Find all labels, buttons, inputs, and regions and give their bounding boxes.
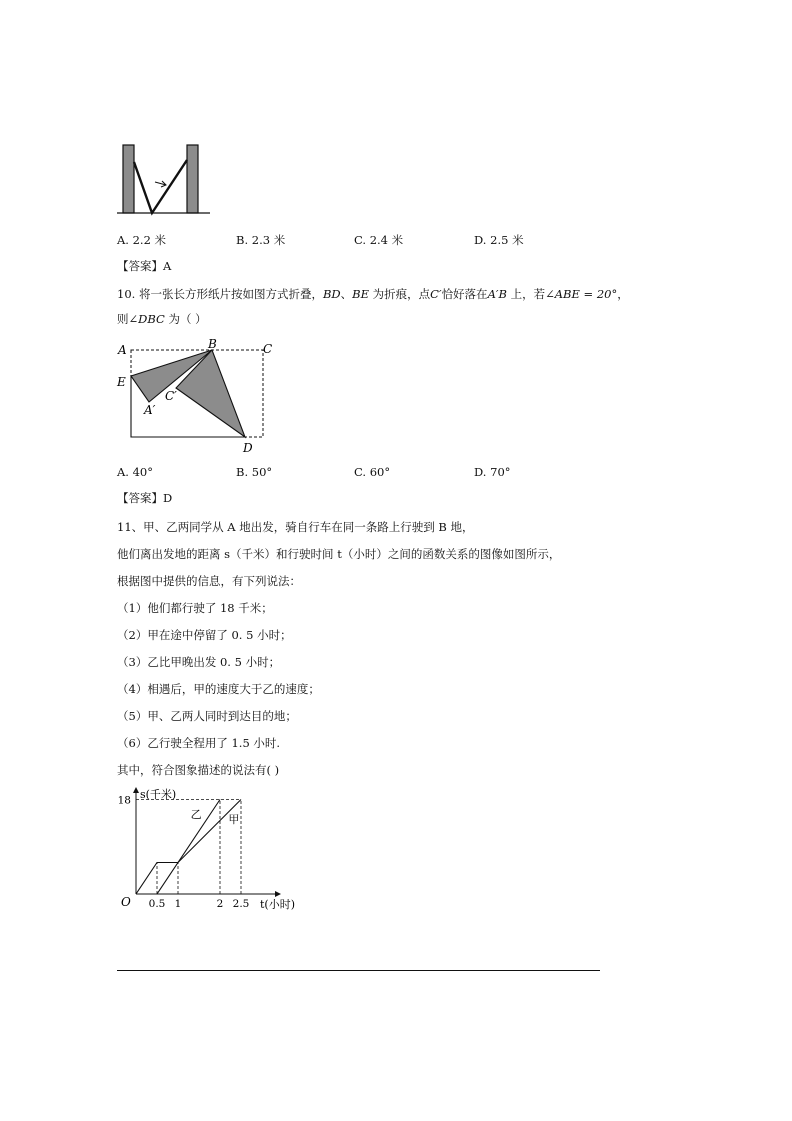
distance-time-chart <box>110 782 320 917</box>
q10-stem-line1 <box>117 287 629 301</box>
right-wall <box>187 145 198 213</box>
left-wall <box>123 145 134 213</box>
q10-option-c: C. 60° <box>354 465 391 479</box>
q10-angle: ∠ABE = 20° <box>545 287 618 301</box>
q11-statement-4: （4）相遇后，甲的速度大于乙的速度； <box>117 682 320 696</box>
x-tick-label: 0.5 <box>148 898 166 910</box>
q9-option-c: C. 2.4 米 <box>354 233 404 247</box>
q9-option-a: A. 2.2 米 <box>117 233 167 247</box>
q10-sep: 、 <box>340 287 353 301</box>
label-a-prime: A′ <box>144 403 156 417</box>
q10-be: BE <box>352 287 369 301</box>
label-c-prime: C′ <box>165 389 177 403</box>
q9-option-d: D. 2.5 米 <box>474 233 524 247</box>
q10-c-prime: C′ <box>430 287 442 301</box>
q11-prompt: 其中，符合图象描述的说法有( ) <box>117 763 280 777</box>
series-label-yi: 乙 <box>190 807 202 821</box>
label-e: E <box>117 375 126 389</box>
q10-option-a: A. 40° <box>117 465 153 479</box>
label-d: D <box>243 441 253 455</box>
x-tick-label: 2 <box>216 898 224 910</box>
label-b: B <box>208 338 217 351</box>
label-a: A <box>118 343 127 357</box>
x-tick-label: 2.5 <box>232 898 250 910</box>
q11-statement-2: （2）甲在途中停留了 0. 5 小时； <box>117 628 292 642</box>
series-line-yi <box>157 800 220 895</box>
origin-label: O <box>121 895 131 909</box>
q10-option-d: D. 70° <box>474 465 511 479</box>
q9-option-b: B. 2.3 米 <box>236 233 286 247</box>
q11-line-2: 他们离出发地的距离 s（千米）和行驶时间 t（小时）之间的函数关系的图像如图所示， <box>117 547 561 561</box>
q11-statement-6: （6）乙行驶全程用了 1.5 小时. <box>117 736 281 750</box>
q11-statement-5: （5）甲、乙两人同时到达目的地； <box>117 709 297 723</box>
q10-angle-dbc: ∠DBC <box>128 312 165 326</box>
q10-answer: 【答案】D <box>117 491 173 505</box>
q10-text-d: 上，若 <box>506 287 546 301</box>
q10-stem-line2 <box>117 312 207 326</box>
y-axis-label: s(千米) <box>140 788 177 801</box>
q11-line-1: 11、甲、乙两同学从 A 地出发，骑自行车在同一条路上行驶到 B 地， <box>117 520 474 534</box>
folding-figure <box>110 338 285 458</box>
footer-divider <box>117 970 600 971</box>
q11-statement-3: （3）乙比甲晚出发 0. 5 小时； <box>117 655 281 669</box>
q11-statement-1: （1）他们都行驶了 18 千米； <box>117 601 273 615</box>
x-axis-label: t(小时) <box>260 898 296 911</box>
y-tick-label: 18 <box>117 794 131 807</box>
q9-answer: 【答案】A <box>117 259 172 273</box>
q10-option-b: B. 50° <box>236 465 273 479</box>
ladder-lines <box>134 160 187 213</box>
q10-text-c: 恰好落在 <box>441 287 488 301</box>
q10-text-e: ， <box>617 287 629 301</box>
q11-line-3: 根据图中提供的信息，有下列说法： <box>117 574 301 588</box>
q10-text-f: 则 <box>117 312 129 326</box>
q10-text-a: 10. 将一张长方形纸片按如图方式折叠， <box>117 287 323 301</box>
label-c: C <box>263 342 273 356</box>
arrow-icon <box>155 181 166 187</box>
q10-bd: BD <box>322 287 341 301</box>
x-tick-label: 1 <box>174 898 182 910</box>
series-label-jia: 甲 <box>228 813 240 827</box>
ladder-figure <box>115 140 215 220</box>
q10-ab: A′B <box>487 287 507 301</box>
q10-text-g: 为（ ） <box>164 312 207 326</box>
q10-text-b: 为折痕，点 <box>368 287 431 301</box>
